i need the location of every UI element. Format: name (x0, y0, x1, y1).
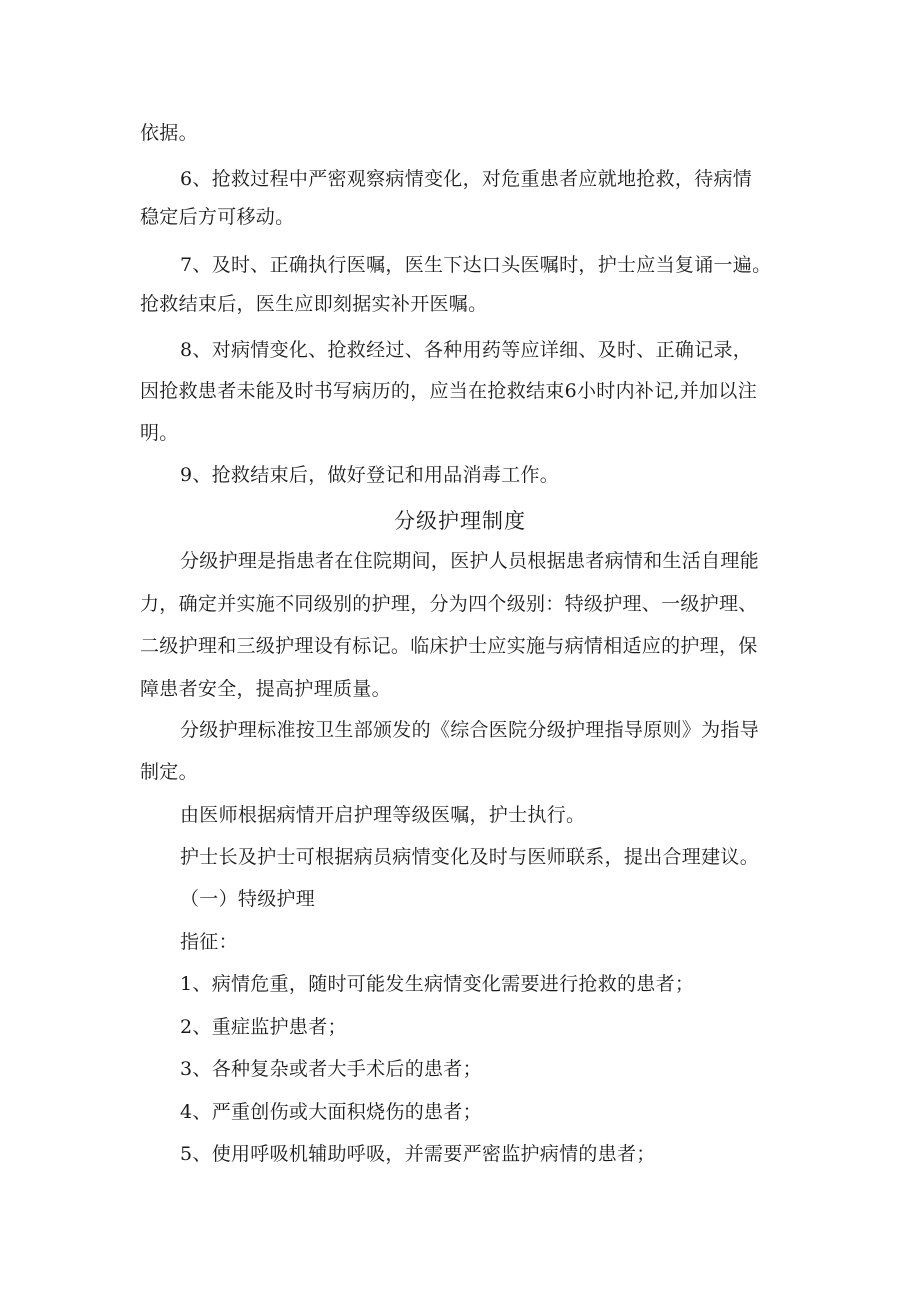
paragraph-line: 抢救结束后，医生应即刻据实补开医嘱。 (140, 293, 488, 315)
paragraph-line: 制定。 (140, 761, 198, 783)
paragraph-line: 障患者安全，提高护理质量。 (140, 678, 391, 700)
list-item: 2、重症监护患者； (180, 1016, 347, 1038)
paragraph-line: 因抢救患者未能及时书写病历的，应当在抢救结束6小时内补记,并加以注 (140, 380, 758, 402)
paragraph-line: 6、抢救过程中严密观察病情变化，对危重患者应就地抢救，待病情 (180, 168, 753, 190)
paragraph-line: 分级护理标准按卫生部颁发的《综合医院分级护理指导原则》为指导 (180, 719, 760, 741)
paragraph-line: 明。 (140, 422, 179, 444)
paragraph-line: 依据。 (140, 122, 198, 144)
list-item: 4、严重创伤或大面积烧伤的患者； (180, 1101, 482, 1123)
section-title: 分级护理制度 (394, 509, 526, 533)
paragraph-line: 由医师根据病情开启护理等级医嘱，护士执行。 (180, 804, 586, 826)
list-item: 1、病情危重，随时可能发生病情变化需要进行抢救的患者； (180, 973, 695, 995)
paragraph-line: 分级护理是指患者在住院期间，医护人员根据患者病情和生活自理能 (180, 550, 760, 572)
paragraph-line: 8、对病情变化、抢救经过、各种用药等应详细、及时、正确记录， (180, 339, 753, 361)
paragraph-line: 稳定后方可移动。 (140, 206, 295, 228)
list-item: 3、各种复杂或者大手术后的患者； (180, 1058, 482, 1080)
paragraph-line: 7、及时、正确执行医嘱，医生下达口头医嘱时，护士应当复诵一遍。 (180, 254, 772, 276)
paragraph-line: 护士长及护士可根据病员病情变化及时与医师联系，提出合理建议。 (180, 846, 760, 868)
paragraph-line: 二级护理和三级护理设有标记。临床护士应实施与病情相适应的护理，保 (140, 635, 758, 657)
paragraph-line: 9、抢救结束后，做好登记和用品消毒工作。 (180, 464, 560, 486)
paragraph-line: 力，确定并实施不同级别的护理，分为四个级别：特级护理、一级护理、 (140, 593, 758, 615)
list-heading: （一）特级护理 (180, 888, 316, 910)
list-label: 指征： (180, 931, 238, 953)
list-item: 5、使用呼吸机辅助呼吸，并需要严密监护病情的患者； (180, 1143, 656, 1165)
